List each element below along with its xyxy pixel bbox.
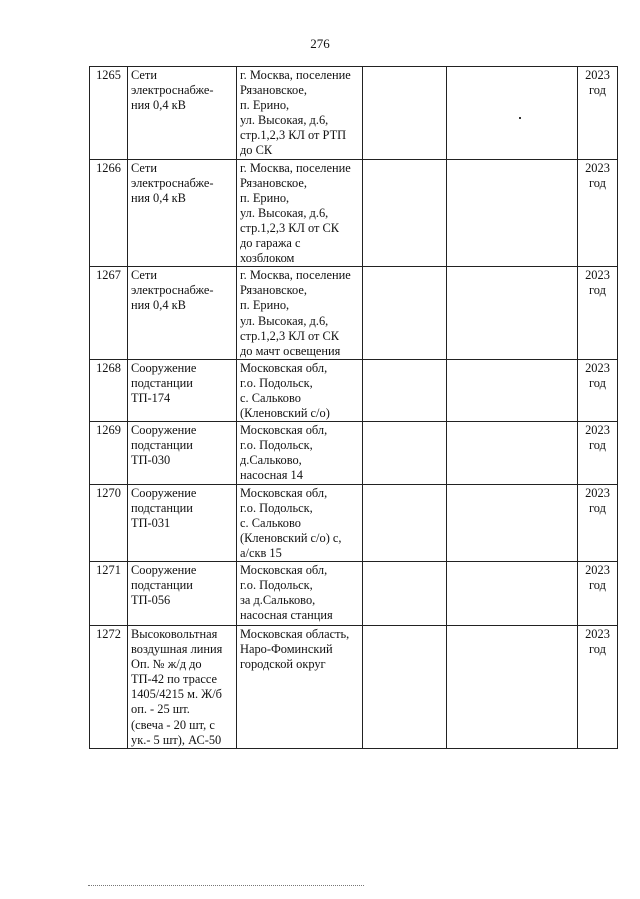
table-row [90, 422, 618, 484]
address-cell: г. Москва, поселение Рязановское, п. Ерино, ул. Высокая, д.6, стр.1,2,3 КЛ от СК до гаража с хозблоком [237, 159, 363, 267]
object-name-cell: Сооружение подстанции ТП-056 [128, 562, 237, 626]
empty-cell [447, 484, 578, 561]
object-name-cell: Сети электроснабже- ния 0,4 кВ [128, 159, 237, 267]
empty-cell [447, 626, 578, 749]
object-name-cell: Сооружение подстанции ТП-174 [128, 359, 237, 421]
empty-cell [363, 422, 447, 484]
address-cell: Московская обл, г.о. Подольск, д.Сальково, насосная 14 [237, 422, 363, 484]
year-cell: 2023 год [578, 267, 618, 360]
empty-cell [363, 562, 447, 626]
object-name-cell: Сооружение подстанции ТП-030 [128, 422, 237, 484]
year-cell: 2023 год [578, 422, 618, 484]
empty-cell [363, 626, 447, 749]
object-name-cell: Сооружение подстанции ТП-031 [128, 484, 237, 561]
empty-cell [447, 267, 578, 360]
table-row [90, 159, 618, 267]
scan-edge-line [88, 885, 364, 886]
row-number-cell: 1267 [90, 267, 128, 360]
empty-cell [363, 267, 447, 360]
year-cell: 2023 год [578, 159, 618, 267]
empty-cell [447, 159, 578, 267]
table-row [90, 67, 618, 160]
empty-cell [447, 422, 578, 484]
table-row [90, 267, 618, 360]
address-cell: Московская обл, г.о. Подольск, с. Сальково (Кленовский с/о) с, а/скв 15 [237, 484, 363, 561]
empty-cell [363, 359, 447, 421]
year-cell: 2023 год [578, 484, 618, 561]
object-name-cell: Сети электроснабже- ния 0,4 кВ [128, 67, 237, 160]
address-cell: Московская область, Наро-Фоминский городской округ [237, 626, 363, 749]
empty-cell [363, 484, 447, 561]
row-number-cell: 1268 [90, 359, 128, 421]
empty-cell [363, 67, 447, 160]
empty-cell [447, 67, 578, 160]
year-cell: 2023 год [578, 359, 618, 421]
address-cell: Московская обл, г.о. Подольск, с. Сальково (Кленовский с/о) [237, 359, 363, 421]
page-number: 276 [310, 36, 330, 51]
registry-table [89, 66, 618, 749]
address-cell: Московская обл, г.о. Подольск, за д.Сальково, насосная станция [237, 562, 363, 626]
table-row [90, 359, 618, 421]
table-row [90, 484, 618, 561]
address-cell: г. Москва, поселение Рязановское, п. Ерино, ул. Высокая, д.6, стр.1,2,3 КЛ от РТП до СК [237, 67, 363, 160]
scan-speck [519, 117, 521, 119]
address-cell: г. Москва, поселение Рязановское, п. Ерино, ул. Высокая, д.6, стр.1,2,3 КЛ от СК до мачт освещения [237, 267, 363, 360]
year-cell: 2023 год [578, 626, 618, 749]
row-number-cell: 1265 [90, 67, 128, 160]
year-cell: 2023 год [578, 67, 618, 160]
year-cell: 2023 год [578, 562, 618, 626]
row-number-cell: 1266 [90, 159, 128, 267]
table-row [90, 626, 618, 749]
empty-cell [447, 562, 578, 626]
object-name-cell: Высоковольтная воздушная линия Оп. № ж/д до ТП-42 по трассе 1405/4215 м. Ж/б оп. - 25 шт. (свеча - 20 шт, с ук.- 5 шт), АС-50 [128, 626, 237, 749]
object-name-cell: Сети электроснабже- ния 0,4 кВ [128, 267, 237, 360]
row-number-cell: 1269 [90, 422, 128, 484]
row-number-cell: 1270 [90, 484, 128, 561]
row-number-cell: 1271 [90, 562, 128, 626]
row-number-cell: 1272 [90, 626, 128, 749]
empty-cell [447, 359, 578, 421]
table-row [90, 562, 618, 626]
empty-cell [363, 159, 447, 267]
